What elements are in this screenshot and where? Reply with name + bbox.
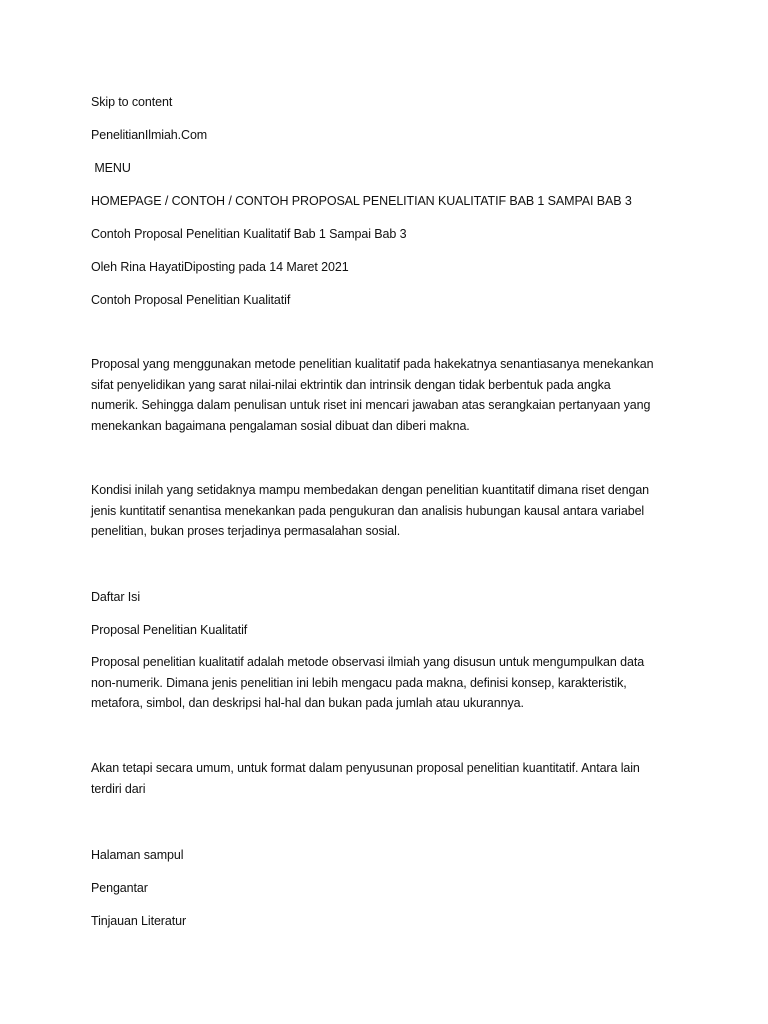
- paragraph-line: Proposal yang menggunakan metode penelitian kualitatif pada hakekatnya senantiasanya menekankan: [91, 357, 654, 371]
- paragraph-comparison: [91, 480, 681, 542]
- paragraph-line: Akan tetapi secara umum, untuk format dalam penyusunan proposal penelitian kuantitatif. Antara lain: [91, 761, 640, 775]
- paragraph-line: sifat penyelidikan yang sarat nilai-nilai ektrintik dan intrinsik dengan tidak berbentuk pada angka: [91, 377, 611, 392]
- paragraph-line: menekankan bagaimana pengalaman sosial dibuat dan diberi makna.: [91, 418, 470, 433]
- paragraph-line: numerik. Sehingga dalam penulisan untuk riset ini mencari jawaban atas serangkaian pertanyaan yang: [91, 398, 651, 412]
- list-item: Tinjauan Literatur: [91, 914, 187, 928]
- paragraph-line: Proposal penelitian kualitatif adalah metode observasi ilmiah yang disusun untuk mengumpulkan data: [91, 655, 645, 669]
- paragraph-line: non-numerik. Dimana jenis penelitian ini lebih mengacu pada makna, definisi konsep, karakteristik,: [91, 675, 627, 690]
- paragraph-line: penelitian, bukan proses terjadinya permasalahan sosial.: [91, 524, 401, 538]
- section-heading: Contoh Proposal Penelitian Kualitatif: [91, 293, 291, 307]
- menu-toggle[interactable]: MENU: [91, 161, 131, 175]
- article-title: Contoh Proposal Penelitian Kualitatif Bab 1 Sampai Bab 3: [91, 227, 407, 241]
- table-of-contents-toggle[interactable]: Daftar Isi: [91, 590, 141, 604]
- article-byline: Oleh Rina HayatiDiposting pada 14 Maret 2021: [91, 260, 349, 274]
- paragraph-line: jenis kuntitatif senantisa menekankan pada pengukuran dan analisis hubungan kausal antara variabel: [91, 503, 645, 518]
- paragraph-intro: [91, 354, 681, 436]
- paragraph-line: Kondisi inilah yang setidaknya mampu membedakan dengan penelitian kuantitatif dimana riset dengan: [91, 483, 650, 497]
- list-item: Halaman sampul: [91, 848, 184, 862]
- skip-to-content-link[interactable]: Skip to content: [91, 95, 173, 109]
- list-item: Pengantar: [91, 881, 148, 895]
- paragraph-definition: [91, 652, 681, 714]
- subheading: Proposal Penelitian Kualitatif: [91, 623, 248, 637]
- site-name-link[interactable]: PenelitianIlmiah.Com: [91, 128, 208, 142]
- breadcrumb: HOMEPAGE / CONTOH / CONTOH PROPOSAL PENELITIAN KUALITATIF BAB 1 SAMPAI BAB 3: [91, 194, 632, 208]
- paragraph-line: terdiri dari: [91, 781, 146, 796]
- paragraph-line: metafora, simbol, dan deskripsi hal-hal dan bukan pada jumlah atau ukurannya.: [91, 696, 524, 710]
- paragraph-format: [91, 758, 681, 799]
